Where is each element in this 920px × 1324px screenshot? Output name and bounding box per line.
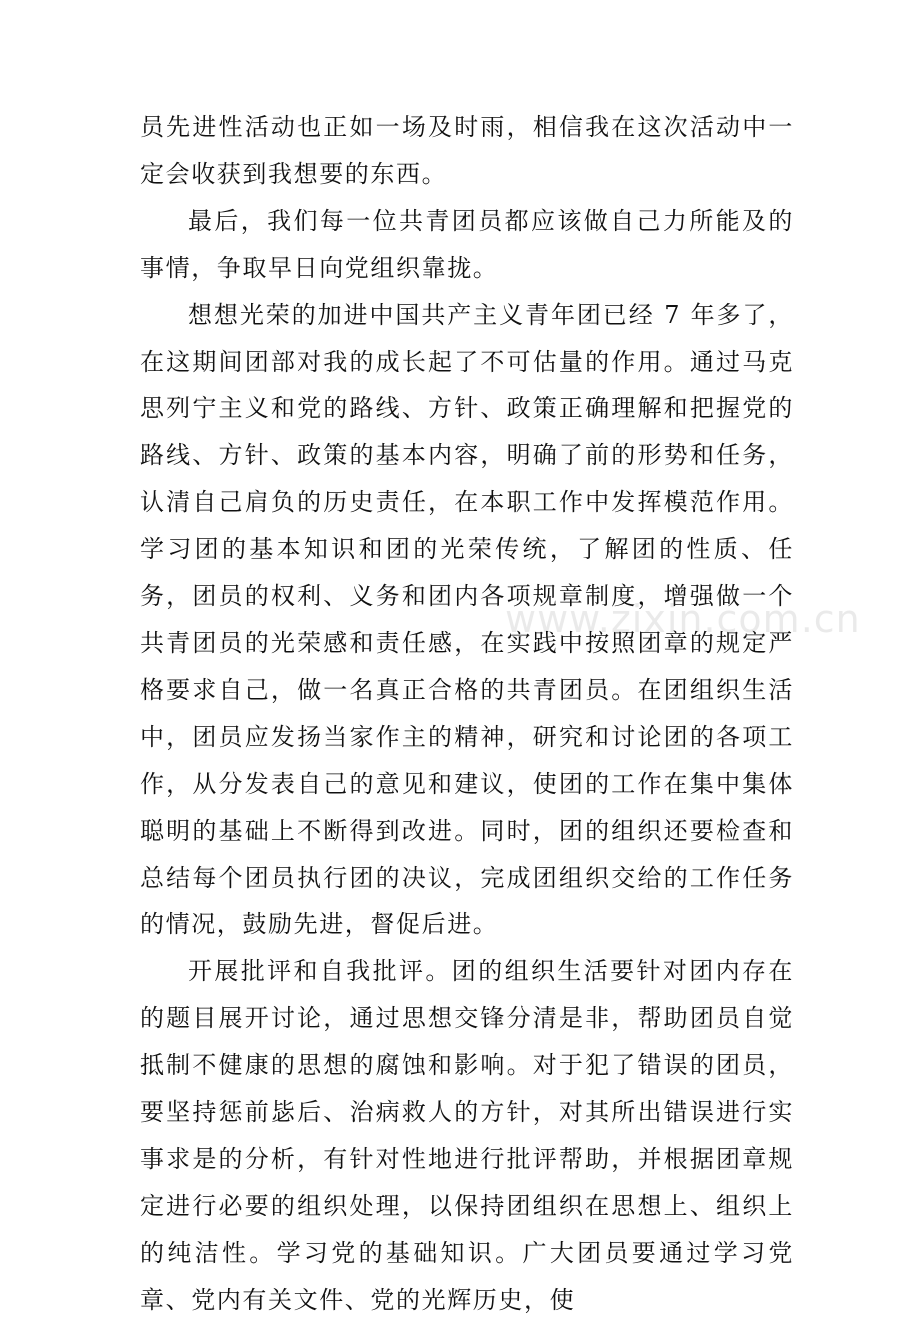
watermark-text: www.zixin.com.cn <box>505 597 861 641</box>
paragraph-1: 员先进性活动也正如一场及时雨，相信我在这次活动中一定会收获到我想要的东西。 <box>140 113 794 188</box>
paragraph-2: 最后，我们每一位共青团员都应该做自己力所能及的事情，争取早日向党组织靠拢。 <box>140 206 794 282</box>
document-body <box>140 104 794 1324</box>
paragraph-4: 开展批评和自我批评。团的组织生活要针对团内存在的题目展开讨论，通过思想交锋分清是非，帮助团员自觉抵制不健康的思想的腐蚀和影响。对于犯了错误的团员，要坚持惩前毖后、治病救人的方针，对其所出错误进行实事求是的分析，有针对性地进行批评帮助，并根据团章规定进行必要的组织处理，以保持团组织在思想上、组织上的纯洁性。学习党的基础知识。广大团员要通过学习党章、党内有关文件、党的光辉历史，使 <box>140 957 794 1314</box>
paragraph-3: 想想光荣的加进中国共产主义青年团已经 7 年多了，在这期间团部对我的成长起了不可估量的作用。通过马克思列宁主义和党的路线、方针、政策正确理解和把握党的路线、方针、政策的基本内容，明确了前的形势和任务，认清自己肩负的历史责任，在本职工作中发挥模范作用。学习团的基本知识和团的光荣传统，了解团的性质、任务，团员的权利、义务和团内各项规章制度，增强做一个共青团员的光荣感和责任感，在实践中按照团章的规定严格要求自己，做一名真正合格的共青团员。在团组织生活中，团员应发扬当家作主的精神，研究和讨论团的各项工作，从分发表自己的意见和建议，使团的工作在集中集体聪明的基础上不断得到改进。同时，团的组织还要检查和总结每个团员执行团的决议，完成团组织交给的工作任务的情况，鼓励先进，督促后进。 <box>140 300 794 939</box>
